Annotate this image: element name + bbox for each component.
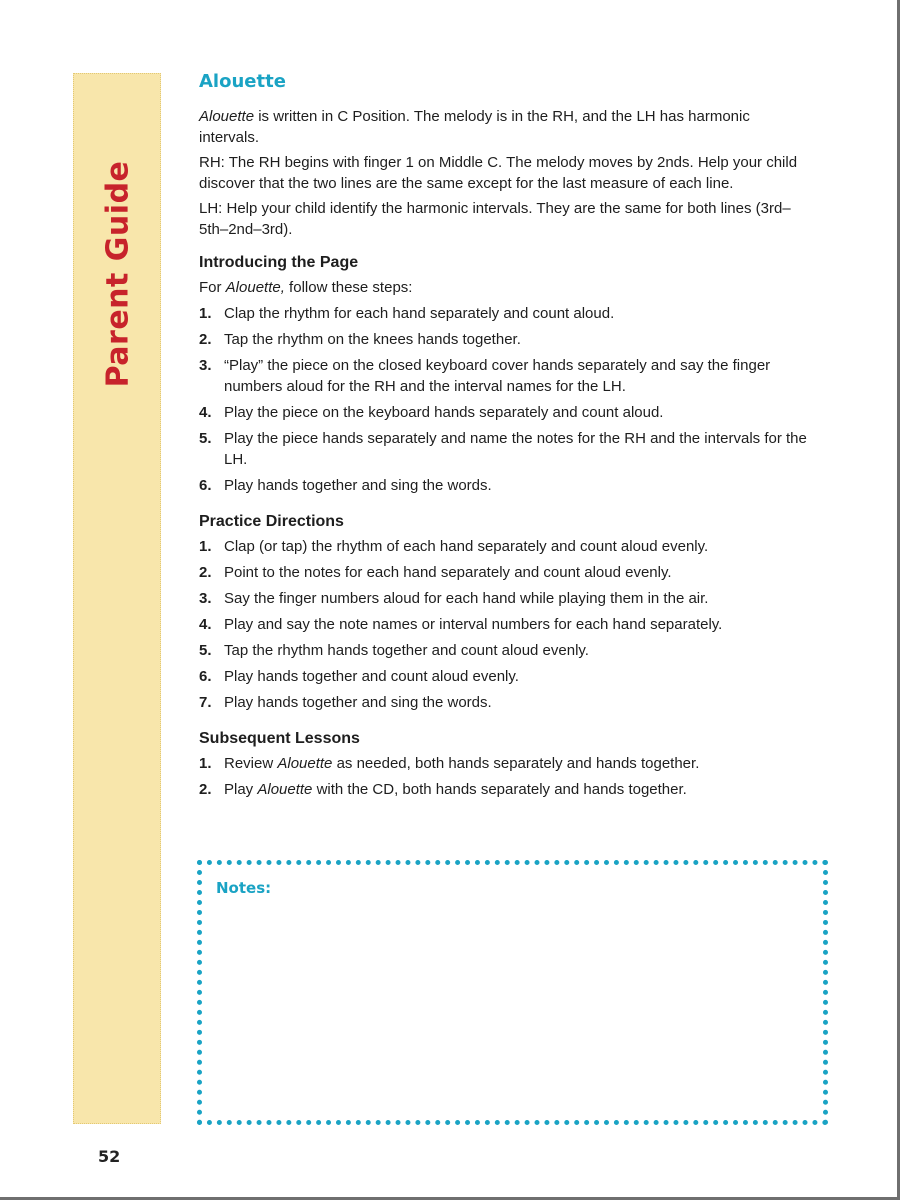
list-item [199, 402, 809, 423]
step-text-post: with the CD, both hands separately and hands together. [312, 781, 687, 798]
list-item [199, 562, 809, 583]
step-number: 2. [199, 781, 212, 798]
list-item [199, 536, 809, 557]
list-item [199, 666, 809, 687]
lead-pre: For [199, 279, 226, 296]
introducing-heading: Introducing the Page [199, 254, 359, 271]
list-item [199, 614, 809, 635]
lead-piece-name: Alouette, [225, 279, 285, 296]
step-piece-name: Alouette [257, 781, 313, 798]
list-item [199, 355, 809, 397]
subsequent-steps [199, 753, 809, 800]
parent-guide-sidebar [73, 73, 161, 1124]
step-text: Play the piece on the keyboard hands separately and count aloud. [224, 404, 664, 421]
intro-piece-name: Alouette [199, 108, 255, 125]
step-text-post: as needed, both hands separately and hands together. [332, 755, 700, 772]
step-number: 1. [199, 305, 212, 322]
step-text [224, 753, 809, 774]
list-item [199, 588, 809, 609]
step-number: 4. [199, 616, 212, 633]
step-number: 1. [199, 755, 212, 772]
notes-box [197, 860, 828, 1125]
practice-steps [199, 536, 809, 713]
step-number: 2. [199, 331, 212, 348]
step-text: Play and say the note names or interval numbers for each hand separately. [224, 616, 723, 633]
rh-paragraph: RH: The RH begins with finger 1 on Middle C. The melody moves by 2nds. Help your child discover that the two lines are the same except for the last measure of each line. [199, 154, 798, 192]
step-piece-name: Alouette [277, 755, 333, 772]
list-item [199, 640, 809, 661]
list-item [199, 303, 809, 324]
lead-post: follow these steps: [284, 279, 413, 296]
list-item [199, 692, 809, 713]
introducing-steps [199, 303, 809, 496]
step-text: Point to the notes for each hand separately and count aloud evenly. [224, 564, 672, 581]
step-text: Play hands together and sing the words. [224, 694, 492, 711]
step-number: 3. [199, 357, 212, 374]
intro-paragraph [199, 106, 809, 148]
step-number: 7. [199, 694, 212, 711]
step-number: 4. [199, 404, 212, 421]
step-text: “Play” the piece on the closed keyboard cover hands separately and say the finger numbers aloud for the RH and the interval names for the LH. [224, 357, 771, 395]
sidebar-title: Parent Guide [100, 160, 136, 388]
step-number: 6. [199, 477, 212, 494]
page-number: 52 [98, 1147, 121, 1166]
step-text: Clap (or tap) the rhythm of each hand separately and count aloud evenly. [224, 538, 709, 555]
step-text: Play the piece hands separately and name the notes for the RH and the intervals for the LH. [224, 430, 807, 468]
step-text: Clap the rhythm for each hand separately and count aloud. [224, 305, 615, 322]
step-text: Play hands together and count aloud evenly. [224, 668, 519, 685]
lh-paragraph: LH: Help your child identify the harmonic intervals. They are the same for both lines (3rd–5th–2nd–3rd). [199, 200, 791, 238]
page-title: Alouette [199, 71, 286, 92]
notes-label: Notes: [216, 879, 272, 897]
list-item [199, 753, 809, 774]
practice-heading: Practice Directions [199, 513, 344, 530]
list-item [199, 428, 809, 470]
step-text-pre: Play [224, 781, 258, 798]
list-item [199, 475, 809, 496]
step-text: Tap the rhythm hands together and count aloud evenly. [224, 642, 589, 659]
step-text-pre: Review [224, 755, 278, 772]
step-number: 2. [199, 564, 212, 581]
list-item [199, 779, 809, 800]
step-text: Tap the rhythm on the knees hands together. [224, 331, 521, 348]
main-content [199, 70, 809, 805]
step-number: 1. [199, 538, 212, 555]
step-text [224, 779, 809, 800]
step-text: Say the finger numbers aloud for each hand while playing them in the air. [224, 590, 709, 607]
step-number: 6. [199, 668, 212, 685]
step-number: 3. [199, 590, 212, 607]
list-item [199, 329, 809, 350]
introducing-lead [199, 277, 809, 298]
step-number: 5. [199, 430, 212, 447]
step-number: 5. [199, 642, 212, 659]
intro-text: is written in C Position. The melody is in the RH, and the LH has harmonic intervals. [199, 108, 750, 146]
step-text: Play hands together and sing the words. [224, 477, 492, 494]
subsequent-heading: Subsequent Lessons [199, 730, 360, 747]
